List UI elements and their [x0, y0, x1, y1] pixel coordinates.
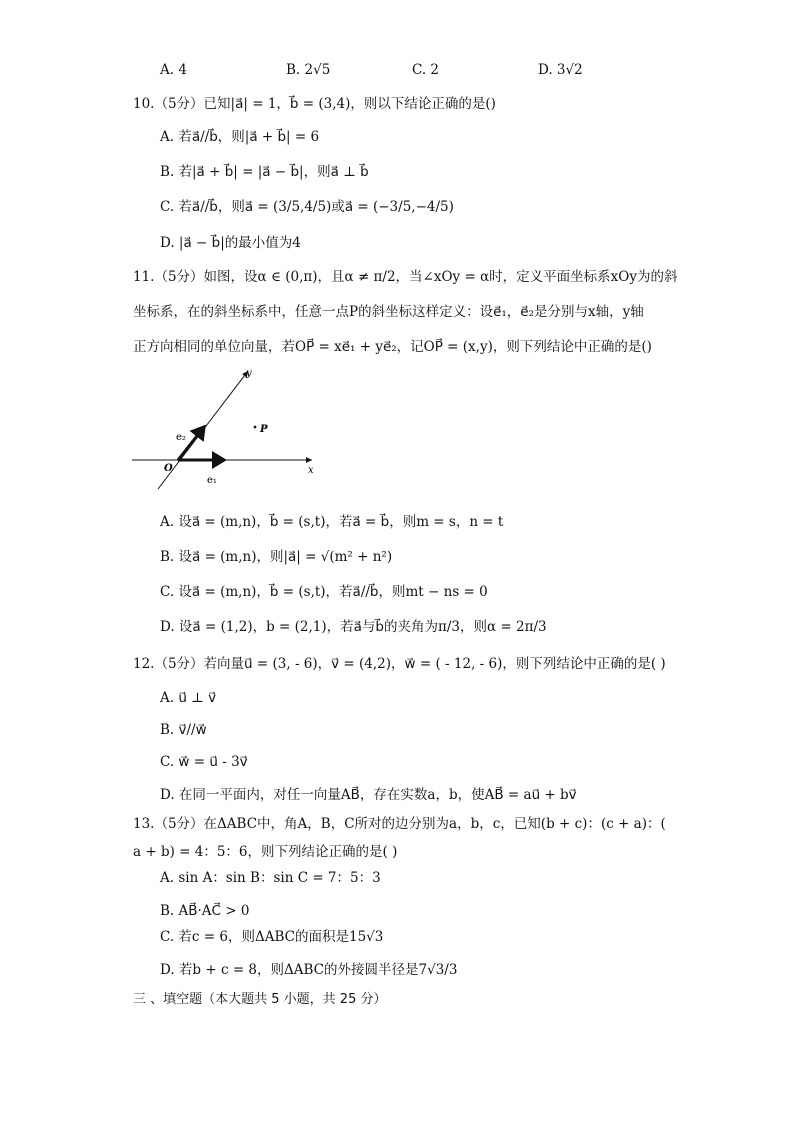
- section-3-heading: 三 、填空题（本大题共 5 小题，共 25 分）: [133, 992, 387, 1007]
- q11-option-d: D. 设a⃗ = (1,2)，b = (2,1)，若a⃗与b⃗的夹角为π/3，则α = 2π/3: [160, 619, 547, 635]
- q11-option-c: C. 设a⃗ = (m,n)，b⃗ = (s,t)，若a⃗//b⃗，则mt − ns = 0: [160, 584, 488, 600]
- q13-stem-line-2: a + b) = 4：5：6，则下列结论正确的是( ): [133, 844, 398, 860]
- origin-label: O: [164, 463, 173, 474]
- y-axis-label: y: [246, 368, 252, 379]
- q9-choice-a: A. 4: [160, 62, 187, 78]
- q9-choice-c: C. 2: [412, 62, 440, 78]
- q11-stem-line-1: 11.（5分）如图，设α ∈ (0,π)，且α ≠ π/2，当∠xOy = α时，定义平面坐标系xOy为的斜: [133, 269, 678, 285]
- q13-option-c: C. 若c = 6，则ΔABC的面积是15√3: [160, 929, 384, 945]
- q9-choice-b: B. 2√5: [286, 62, 331, 78]
- x-axis-label: x: [308, 465, 314, 476]
- q10-option-c: C. 若a⃗//b⃗，则a⃗ = (3/5,4/5)或a⃗ = (−3/5,−4/5): [160, 199, 454, 215]
- point-p: [254, 426, 257, 429]
- e2-label: e₂: [176, 432, 186, 443]
- q10-option-a: A. 若a⃗//b⃗，则|a⃗ + b⃗| = 6: [160, 129, 320, 145]
- q13-option-d: D. 若b + c = 8，则ΔABC的外接圆半径是7√3/3: [160, 962, 458, 978]
- point-p-label: P: [260, 424, 268, 435]
- q10-stem: 10.（5分）已知|a⃗| = 1，b⃗ = (3,4)，则以下结论正确的是(): [133, 96, 496, 112]
- q13-option-a: A. sin A：sin B：sin C = 7：5：3: [160, 870, 381, 886]
- q12-option-d: D. 在同一平面内，对任一向量AB⃗，存在实数a，b，使AB⃗ = au⃗ + bv⃗: [160, 787, 577, 803]
- oblique-coordinate-figure: [130, 365, 330, 495]
- q11-option-a: A. 设a⃗ = (m,n)，b⃗ = (s,t)，若a⃗ = b⃗，则m = s，n = t: [160, 514, 504, 530]
- e1-label: e₁: [207, 475, 217, 486]
- q11-option-b: B. 设a⃗ = (m,n)，则|a⃗| = √(m² + n²): [160, 549, 393, 565]
- q13-option-b: B. AB⃗·AC⃗ > 0: [160, 903, 250, 919]
- q12-option-a: A. u⃗ ⊥ v⃗: [160, 690, 217, 706]
- q13-stem-line-1: 13.（5分）在ΔABC中，角A，B，C所对的边分别为a，b，c，已知(b + c)：(c + a)：(: [133, 816, 666, 832]
- q10-option-b: B. 若|a⃗ + b⃗| = |a⃗ − b⃗|，则a⃗ ⊥ b⃗: [160, 164, 369, 180]
- q12-option-c: C. w⃗ = u⃗ - 3v⃗: [160, 754, 248, 770]
- q9-choice-d: D. 3√2: [538, 62, 583, 78]
- q10-option-d: D. |a⃗ − b⃗|的最小值为4: [160, 235, 301, 251]
- q12-option-b: B. v⃗//w⃗: [160, 722, 207, 738]
- q11-stem-line-2: 坐标系，在的斜坐标系中，任意一点P的斜坐标这样定义：设e⃗₁，e⃗₂是分别与x轴，y轴: [133, 304, 644, 320]
- q11-stem-line-3: 正方向相同的单位向量，若OP⃗ = xe⃗₁ + ye⃗₂，记OP⃗ = (x,y)，则下列结论中正确的是(): [133, 339, 652, 355]
- q12-stem: 12.（5分）若向量u⃗ = (3, - 6)，v⃗ = (4,2)，w⃗ = ( - 12, - 6)，则下列结论中正确的是( ): [133, 656, 666, 672]
